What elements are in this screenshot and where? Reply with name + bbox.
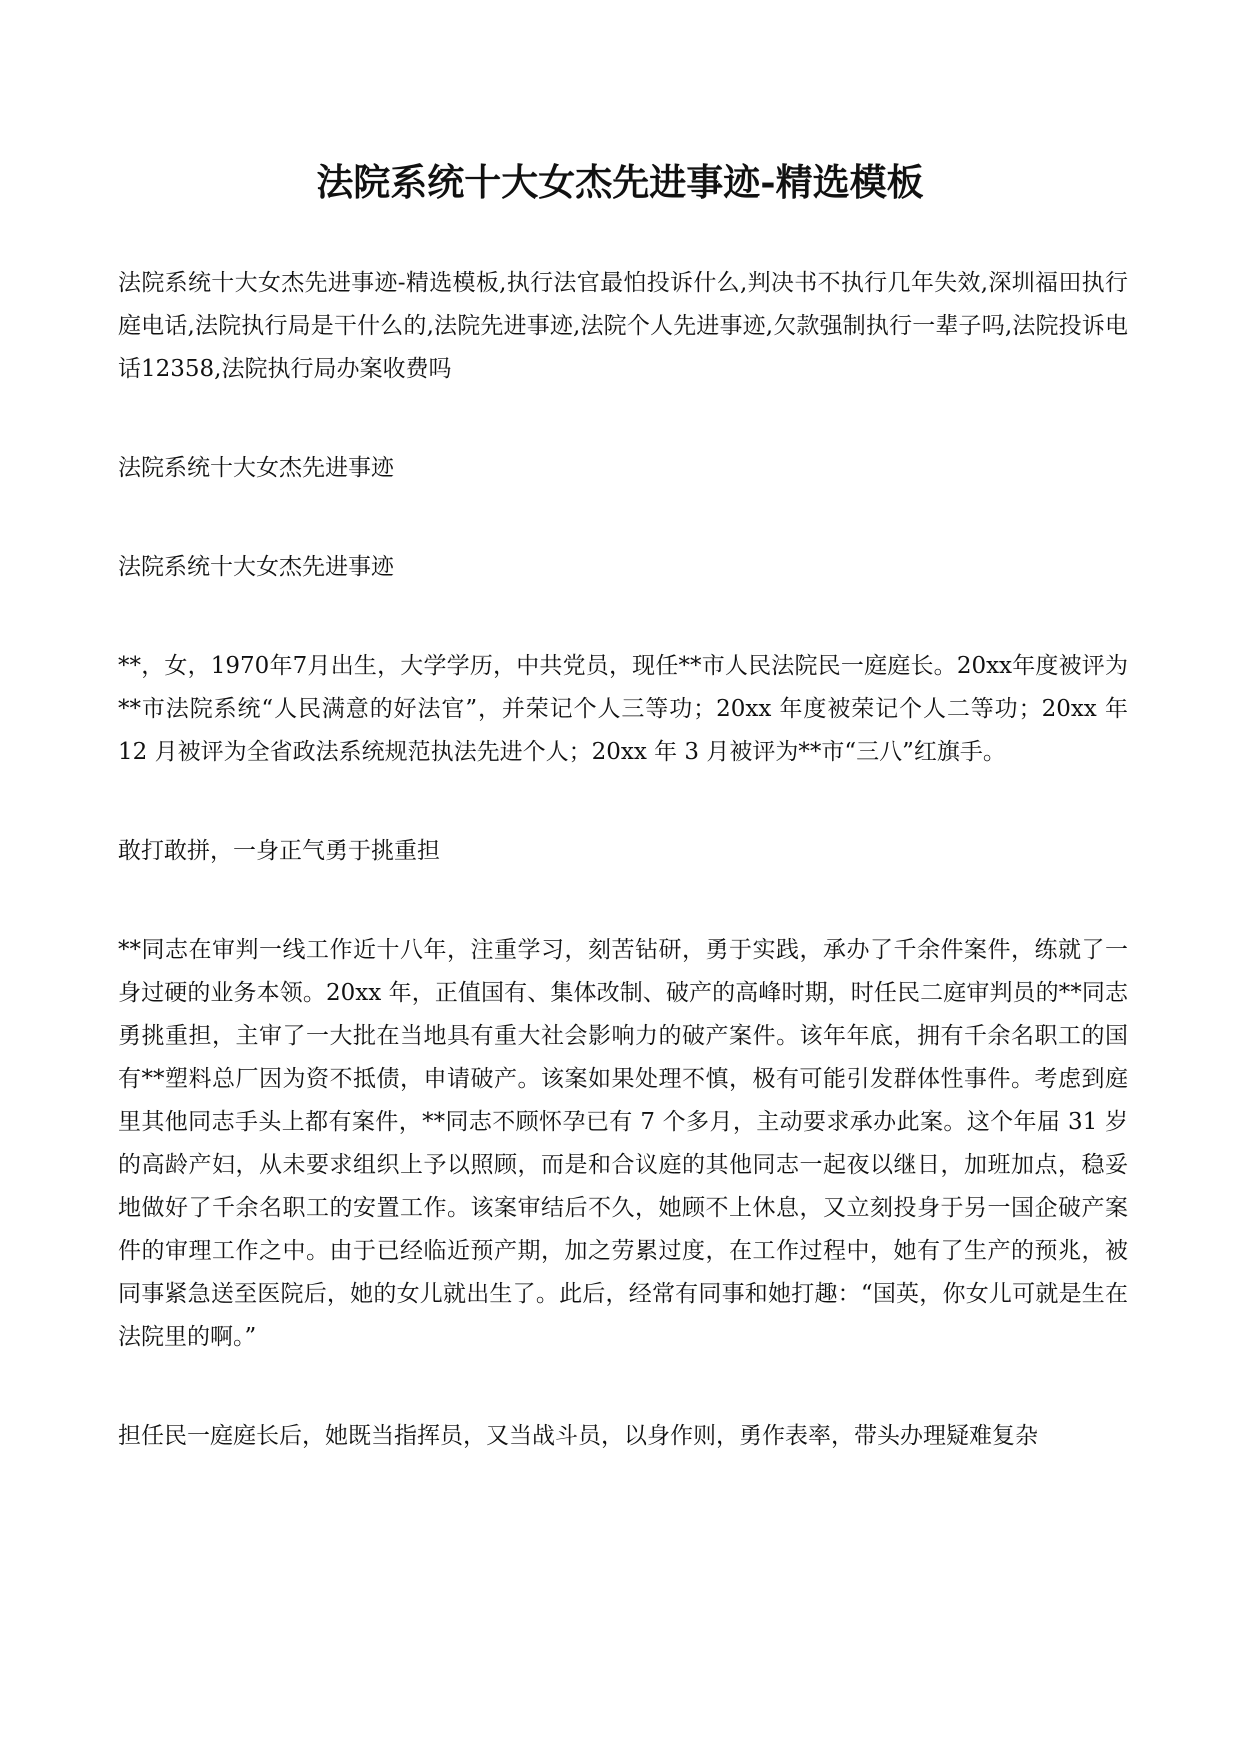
body-paragraph: 担任民一庭庭长后，她既当指挥员，又当战斗员，以身作则，勇作表率，带头办理疑难复杂 <box>118 1423 1038 1449</box>
document-title: 法院系统十大女杰先进事迹-精选模板 <box>316 160 924 204</box>
section-heading: 法院系统十大女杰先进事迹 <box>118 455 394 481</box>
document-body <box>118 262 1128 1514</box>
subsection-heading: 敢打敢拼，一身正气勇于挑重担 <box>118 838 440 864</box>
body-paragraph: **，女，1970年7月出生，大学学历，中共党员，现任**市人民法院民一庭庭长。20xx年度被评为**市法院系统“人民满意的好法官”，并荣记个人三等功；20xx 年度被荣记个人二等功；20xx 年 12 月被评为全省政法系统规范执法先进个人；20xx 年 3 月被评为**市“三八”红旗手。 <box>118 653 1128 765</box>
keywords-paragraph: 法院系统十大女杰先进事迹-精选模板,执行法官最怕投诉什么,判决书不执行几年失效,深圳福田执行庭电话,法院执行局是干什么的,法院先进事迹,法院个人先进事迹,欠款强制执行一辈子吗,法院投诉电话12358,法院执行局办案收费吗 <box>118 270 1128 382</box>
body-paragraph: **同志在审判一线工作近十八年，注重学习，刻苦钻研，勇于实践，承办了千余件案件，练就了一身过硬的业务本领。20xx 年，正值国有、集体改制、破产的高峰时期，时任民二庭审判员的**同志勇挑重担，主审了一大批在当地具有重大社会影响力的破产案件。该年年底，拥有千余名职工的国有**塑料总厂因为资不抵债，申请破产。该案如果处理不慎，极有可能引发群体性事件。考虑到庭里其他同志手头上都有案件，**同志不顾怀孕已有 7 个多月，主动要求承办此案。这个年届 31 岁的高龄产妇，从未要求组织上予以照顾，而是和合议庭的其他同志一起夜以继日，加班加点，稳妥地做好了千余名职工的安置工作。该案审结后不久，她顾不上休息，又立刻投身于另一国企破产案件的审理工作之中。由于已经临近预产期，加之劳累过度，在工作过程中，她有了生产的预兆，被同事紧急送至医院后，她的女儿就出生了。此后，经常有同事和她打趣：“国英，你女儿可就是生在法院里的啊。” <box>118 937 1128 1350</box>
section-heading: 法院系统十大女杰先进事迹 <box>118 554 394 580</box>
